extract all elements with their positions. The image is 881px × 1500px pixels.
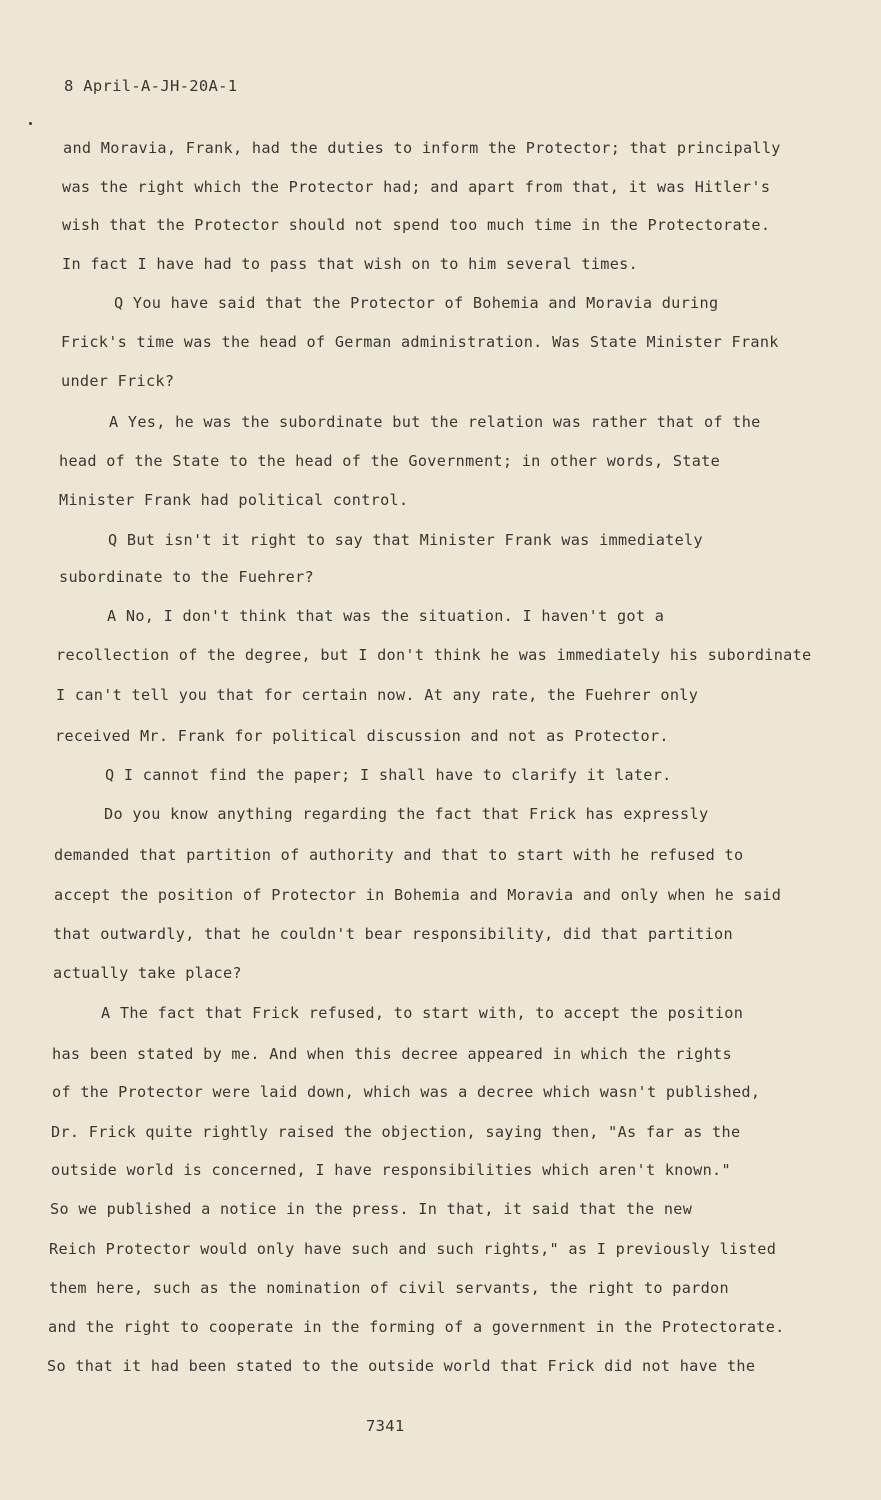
text-line: Q But isn't it right to say that Minister Frank was immediately [108,531,703,549]
text-line: Q You have said that the Protector of Bohemia and Moravia during [114,294,719,312]
text-line: demanded that partition of authority and that to start with he refused to [54,846,744,864]
text-line: So that it had been stated to the outside world that Frick did not have the [47,1357,756,1375]
text-line: and the right to cooperate in the forming of a government in the Protectorate. [48,1318,785,1336]
text-line: So we published a notice in the press. In that, it said that the new [50,1200,693,1218]
text-line: Dr. Frick quite rightly raised the objection, saying then, "As far as the [51,1123,741,1141]
text-line: A The fact that Frick refused, to start with, to accept the position [101,1004,744,1022]
text-line: them here, such as the nomination of civil servants, the right to pardon [49,1279,729,1297]
text-line: has been stated by me. And when this decree appeared in which the rights [52,1045,732,1063]
text-line: accept the position of Protector in Bohemia and Moravia and only when he said [54,886,782,904]
text-line: that outwardly, that he couldn't bear responsibility, did that partition [53,925,733,943]
text-line: was the right which the Protector had; and apart from that, it was Hitler's [62,178,771,196]
text-line: subordinate to the Fuehrer? [59,568,314,586]
text-line: A No, I don't think that was the situation. I haven't got a [107,607,665,625]
page-number: 7341 [366,1417,405,1435]
text-line: actually take place? [53,964,242,982]
text-line: Reich Protector would only have such and such rights," as I previously listed [49,1240,777,1258]
text-line: recollection of the degree, but I don't think he was immediately his subordinate [56,646,812,664]
text-line: received Mr. Frank for political discussion and not as Protector. [55,727,669,745]
text-line: under Frick? [61,372,175,390]
text-line: outside world is concerned, I have responsibilities which aren't known." [51,1161,731,1179]
text-line: In fact I have had to pass that wish on to him several times. [62,255,639,273]
text-line: I can't tell you that for certain now. At any rate, the Fuehrer only [56,686,699,704]
text-line: head of the State to the head of the Government; in other words, State [59,452,721,470]
margin-mark [29,122,32,125]
text-line: Q I cannot find the paper; I shall have to clarify it later. [105,766,672,784]
text-line: Do you know anything regarding the fact that Frick has expressly [104,805,709,823]
text-line: wish that the Protector should not spend too much time in the Protectorate. [62,216,771,234]
text-line: of the Protector were laid down, which was a decree which wasn't published, [52,1083,761,1101]
text-line: Minister Frank had political control. [59,491,409,509]
text-line: and Moravia, Frank, had the duties to inform the Protector; that principally [63,139,781,157]
text-line: Frick's time was the head of German administration. Was State Minister Frank [61,333,779,351]
text-line: A Yes, he was the subordinate but the relation was rather that of the [109,413,761,431]
document-header: 8 April-A-JH-20A-1 [64,77,238,95]
